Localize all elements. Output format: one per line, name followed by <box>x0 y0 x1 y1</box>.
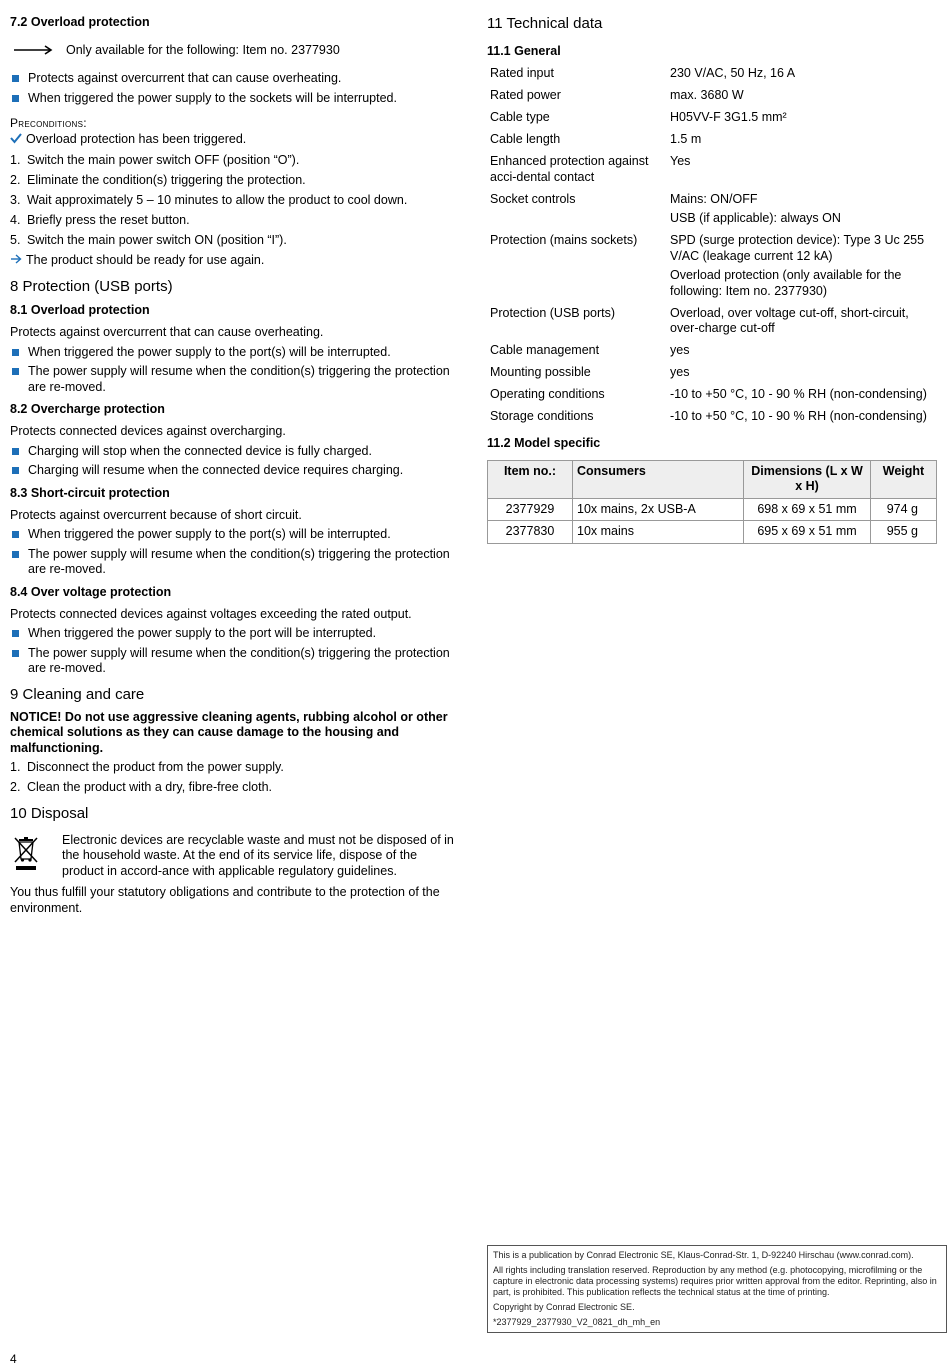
list-item: When triggered the power supply to the sockets will be interrupted. <box>10 91 458 107</box>
list-item: 5. Switch the main power switch ON (position “I”). <box>10 232 287 247</box>
list-item: The power supply will resume when the condition(s) triggering the protection are re-moved. <box>10 646 458 677</box>
column-header: Weight <box>871 460 937 498</box>
preconditions-label: Preconditions: <box>10 116 87 130</box>
disposal-text: Electronic devices are recyclable waste and must not be disposed of in the household waste. At the end of its service life, dispose of the product in accord-ance with applicable regulatory guidelines. <box>62 832 454 878</box>
model-table <box>487 460 937 544</box>
tech-data-value-line: 1.5 m <box>670 132 702 146</box>
bullet-list <box>10 71 458 106</box>
list-item: 1. Switch the main power switch OFF (position “O”). <box>10 152 300 167</box>
table-cell: 2377929 <box>488 498 573 521</box>
tech-data-value <box>670 233 939 299</box>
tech-data-value-line: Overload, over voltage cut-off, short-circuit, over-charge cut-off <box>670 305 909 335</box>
list-item: 2. Clean the product with a dry, fibre-free cloth. <box>10 780 273 794</box>
section-8-title: 8 Protection (USB ports) <box>10 278 173 295</box>
section-11-1-title: 11.1 General <box>487 44 561 58</box>
square-bullet-icon <box>12 75 19 82</box>
tech-data-value <box>670 88 939 104</box>
tech-data-value <box>670 306 939 337</box>
section-10-title: 10 Disposal <box>10 804 89 822</box>
list-item: When triggered the power supply to the port(s) will be interrupted. <box>10 345 458 361</box>
tech-data-row <box>487 154 939 185</box>
result-item: The product should be ready for use again. <box>10 253 458 270</box>
precondition-item: Overload protection has been triggered. <box>10 132 458 149</box>
tech-data-row <box>487 66 939 82</box>
tech-data-value-line: Mains: ON/OFF <box>670 191 758 206</box>
square-bullet-icon <box>12 531 19 538</box>
tech-data-value <box>670 132 939 148</box>
tech-data-key: Cable length <box>490 132 561 146</box>
crossed-bin-icon <box>10 833 62 880</box>
bullet-list <box>10 345 458 396</box>
list-item: Charging will stop when the connected device is fully charged. <box>10 444 458 460</box>
tech-data-value <box>670 110 939 126</box>
tech-data-value-line: yes <box>670 365 690 379</box>
section-8-3-text: Protects against overcurrent because of short circuit. <box>10 507 302 522</box>
tech-data-row <box>487 192 939 227</box>
page-number: 4 <box>10 1352 17 1366</box>
right-column <box>487 14 939 544</box>
section-9-title: 9 Cleaning and care <box>10 685 145 703</box>
tech-data-row <box>487 132 939 148</box>
list-item: Charging will resume when the connected device requires charging. <box>10 463 458 479</box>
disposal-closing: You thus fulfill your statutory obligations and contribute to the protection of the environment. <box>10 885 440 915</box>
section-8-4-title: 8.4 Over voltage protection <box>10 584 172 599</box>
list-item: 3. Wait approximately 5 – 10 minutes to allow the product to cool down. <box>10 192 408 207</box>
availability-note <box>14 43 458 57</box>
section-8-3-title: 8.3 Short-circuit protection <box>10 485 170 500</box>
tech-data-row <box>487 233 939 299</box>
table-cell: 974 g <box>871 498 937 521</box>
section-8-4-text: Protects connected devices against voltages exceeding the rated output. <box>10 606 412 621</box>
list-item: 2. Eliminate the condition(s) triggering the protection. <box>10 172 306 187</box>
tech-data-row <box>487 365 939 381</box>
table-cell: 10x mains <box>573 521 744 544</box>
imprint-line: *2377929_2377930_V2_0821_dh_mh_en <box>493 1317 661 1327</box>
square-bullet-icon <box>12 650 19 657</box>
tech-data-value-line: SPD (surge protection device): Type 3 Uc 255 V/AC (leakage current 12 kA) <box>670 233 925 263</box>
section-8-2-text: Protects connected devices against overcharging. <box>10 424 286 438</box>
tech-data-key: Protection (USB ports) <box>490 305 616 320</box>
section-7-2-title: 7.2 Overload protection <box>10 15 150 29</box>
section-8-2-title: 8.2 Overcharge protection <box>10 402 165 416</box>
disposal-block <box>10 833 458 880</box>
tech-data-value-line: Overload protection (only available for the following: Item no. 2377930) <box>670 268 902 298</box>
list-item: 1. Disconnect the product from the power supply. <box>10 760 284 774</box>
availability-text: Only available for the following: Item no. 2377930 <box>66 43 340 57</box>
column-header: Consumers <box>573 460 744 498</box>
table-cell: 955 g <box>871 521 937 544</box>
bullet-list <box>10 527 458 578</box>
table-header-row <box>488 460 937 498</box>
tech-data-value <box>670 66 939 82</box>
tech-data-row <box>487 306 939 337</box>
tech-data-list <box>487 66 939 425</box>
imprint-box <box>487 1245 947 1333</box>
square-bullet-icon <box>12 95 19 102</box>
tech-data-value-line: 230 V/AC, 50 Hz, 16 A <box>670 66 796 80</box>
tech-data-value-line: -10 to +50 °C, 10 - 90 % RH (non-condensing) <box>670 409 927 423</box>
table-cell: 695 x 69 x 51 mm <box>744 521 871 544</box>
section-8-1-title: 8.1 Overload protection <box>10 303 150 317</box>
tech-data-row <box>487 387 939 403</box>
table-cell: 10x mains, 2x USB-A <box>573 498 744 521</box>
tech-data-value <box>670 387 939 403</box>
square-bullet-icon <box>12 630 19 637</box>
tech-data-value <box>670 154 939 185</box>
section-11-2-title: 11.2 Model specific <box>487 435 601 450</box>
steps-list <box>10 760 458 796</box>
list-item: When triggered the power supply to the port will be interrupted. <box>10 626 458 642</box>
notice-text: NOTICE! Do not use aggressive cleaning agents, rubbing alcohol or other chemical solutions as they can cause damage to the housing and malfunctioning. <box>10 709 448 755</box>
list-item: Protects against overcurrent that can cause overheating. <box>10 71 458 87</box>
tech-data-row <box>487 88 939 104</box>
list-item: When triggered the power supply to the port(s) will be interrupted. <box>10 527 458 543</box>
list-item: The power supply will resume when the condition(s) triggering the protection are re-moved. <box>10 364 458 395</box>
tech-data-key: Socket controls <box>490 191 576 206</box>
tech-data-row <box>487 409 939 425</box>
imprint-line: This is a publication by Conrad Electronic SE, Klaus-Conrad-Str. 1, D-92240 Hirschau (www.conrad.com). <box>493 1250 914 1260</box>
imprint-line: All rights including translation reserved. Reproduction by any method (e.g. photocopying, microfilming or the capture in electronic data processing systems) requires prior written approval from the editor. Reprinting, also in part, is prohibited. This publication reflects the technical status at the time of printing. <box>493 1265 937 1297</box>
tech-data-value <box>670 409 939 425</box>
tech-data-value-line: -10 to +50 °C, 10 - 90 % RH (non-condensing) <box>670 387 927 401</box>
tech-data-row <box>487 343 939 359</box>
result-arrow-icon <box>10 253 26 270</box>
tech-data-value-line: yes <box>670 343 690 357</box>
tech-data-value-line: Yes <box>670 154 691 168</box>
tech-data-value-line: H05VV-F 3G1.5 mm² <box>670 110 787 124</box>
list-item: 4. Briefly press the reset button. <box>10 212 190 227</box>
column-header: Item no.: <box>488 460 573 498</box>
square-bullet-icon <box>12 448 19 455</box>
table-cell: 698 x 69 x 51 mm <box>744 498 871 521</box>
list-item: The power supply will resume when the condition(s) triggering the protection are re-moved. <box>10 547 458 578</box>
checkmark-icon <box>10 132 26 149</box>
table-cell: 2377830 <box>488 521 573 544</box>
section-11-title: 11 Technical data <box>487 15 603 32</box>
tech-data-key: Rated input <box>490 66 554 80</box>
tech-data-key: Enhanced protection against acci-dental contact <box>490 154 649 184</box>
square-bullet-icon <box>12 551 19 558</box>
tech-data-value-line: max. 3680 W <box>670 88 744 102</box>
tech-data-value-line: USB (if applicable): always ON <box>670 211 841 225</box>
tech-data-value <box>670 365 939 381</box>
square-bullet-icon <box>12 349 19 356</box>
tech-data-key: Rated power <box>490 88 561 102</box>
square-bullet-icon <box>12 368 19 375</box>
tech-data-key: Storage conditions <box>490 409 594 423</box>
square-bullet-icon <box>12 467 19 474</box>
imprint-line: Copyright by Conrad Electronic SE. <box>493 1302 635 1312</box>
tech-data-key: Cable management <box>490 343 600 357</box>
bullet-list <box>10 626 458 677</box>
tech-data-key: Cable type <box>490 110 550 124</box>
table-row <box>488 498 937 521</box>
column-header: Dimensions (L x W x H) <box>744 460 871 498</box>
tech-data-row <box>487 110 939 126</box>
long-arrow-icon <box>14 45 54 55</box>
tech-data-key: Protection (mains sockets) <box>490 233 638 247</box>
left-column <box>10 14 458 920</box>
tech-data-value <box>670 192 939 227</box>
steps-list <box>10 153 458 249</box>
tech-data-key: Mounting possible <box>490 365 591 379</box>
tech-data-value <box>670 343 939 359</box>
section-8-1-text: Protects against overcurrent that can cause overheating. <box>10 325 324 339</box>
tech-data-key: Operating conditions <box>490 387 605 401</box>
bullet-list <box>10 444 458 479</box>
table-row <box>488 521 937 544</box>
